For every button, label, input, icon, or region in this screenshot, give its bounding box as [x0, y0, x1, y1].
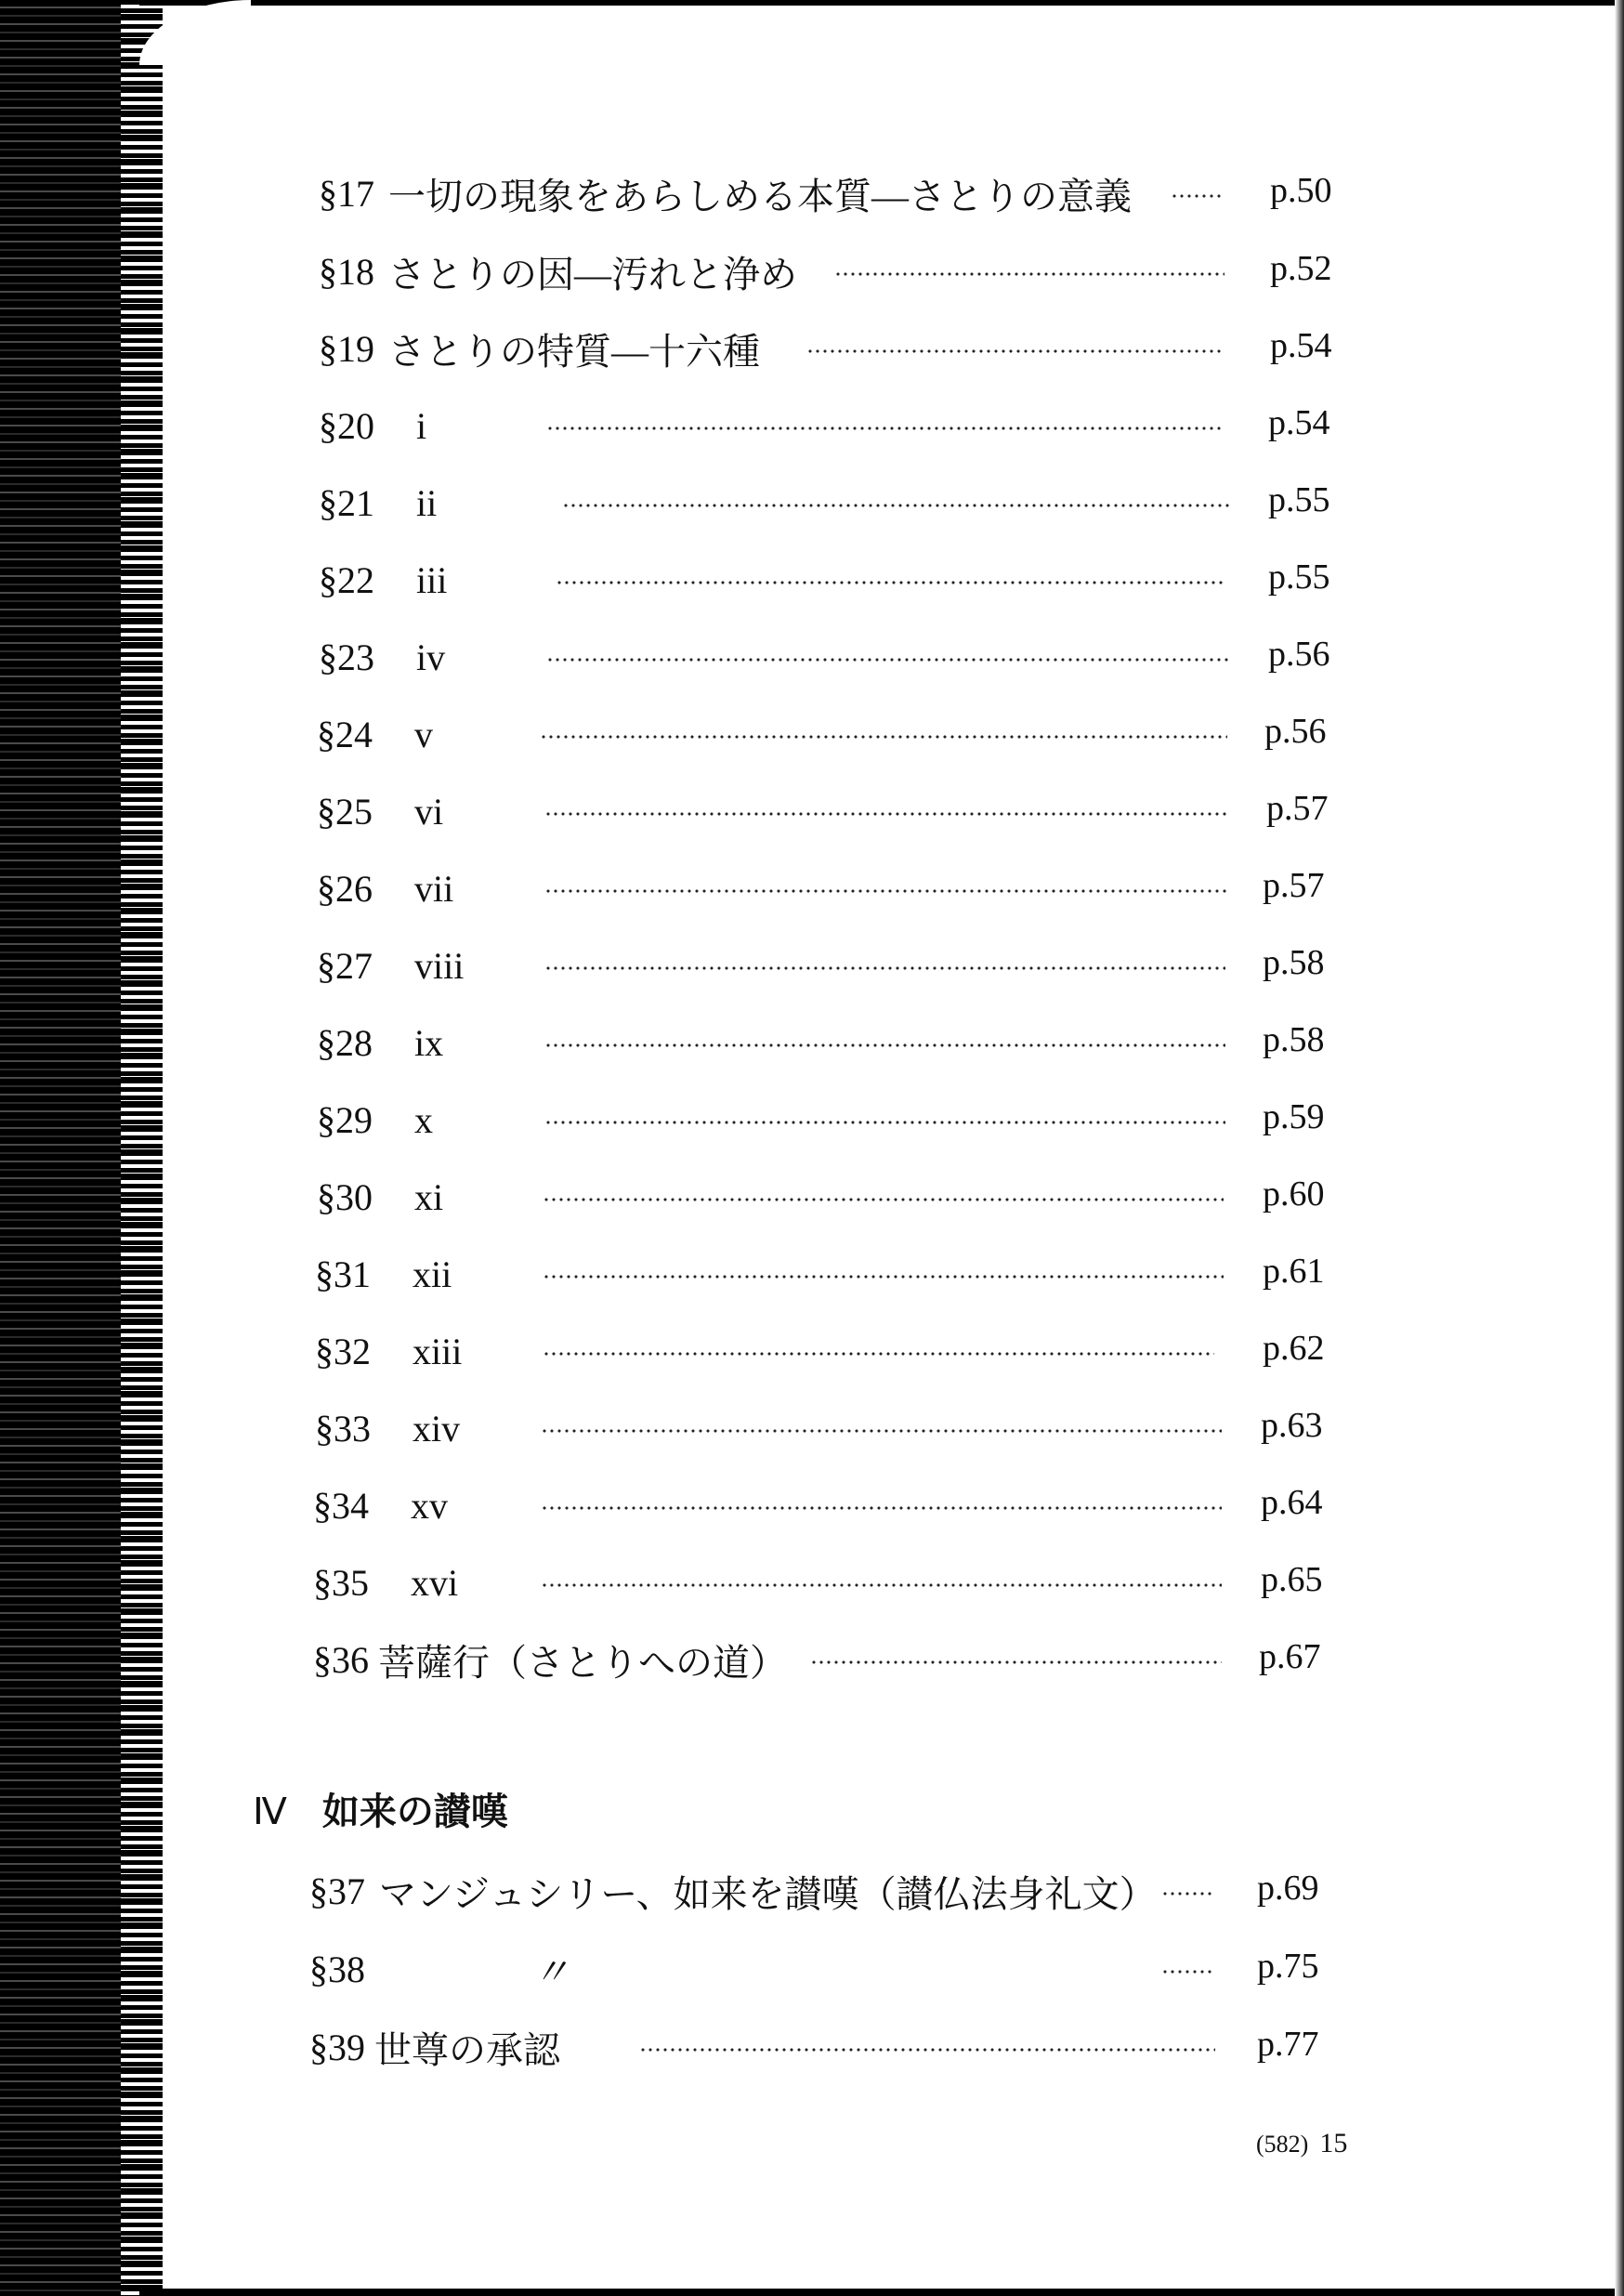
- page-reference: p.57: [1263, 866, 1325, 905]
- leader-dots: [544, 966, 1225, 970]
- section-number: §28: [317, 1021, 373, 1064]
- page-reference: p.55: [1268, 480, 1330, 519]
- entry-title: 菩薩行（さとりへの道）: [378, 1641, 787, 1684]
- toc-entry: [319, 475, 1341, 531]
- section-number: §31: [315, 1253, 371, 1295]
- section-number: §25: [317, 790, 373, 833]
- entry-title: viii: [414, 944, 465, 987]
- page-reference: p.63: [1261, 1406, 1323, 1445]
- entry-title: vii: [414, 867, 454, 910]
- page-reference: p.67: [1259, 1637, 1321, 1676]
- toc-entry: [317, 1015, 1339, 1070]
- leader-dots: [543, 1275, 1224, 1279]
- section-number: §27: [317, 944, 373, 987]
- page-reference: p.54: [1270, 326, 1332, 365]
- page-reference: p.56: [1264, 712, 1327, 751]
- leader-dots: [540, 735, 1227, 739]
- leader-dots: [810, 1660, 1222, 1664]
- entry-title: ix: [414, 1021, 444, 1064]
- leader-dots: [546, 658, 1229, 662]
- leader-dots: [544, 812, 1227, 816]
- leader-dots: [556, 581, 1225, 584]
- page-reference: p.50: [1270, 171, 1332, 210]
- leader-dots: [543, 1198, 1224, 1201]
- current-page-number: 15: [1319, 2128, 1348, 2158]
- entry-title: 〃: [532, 1950, 570, 1993]
- entry-title: xiv: [413, 1407, 461, 1450]
- toc-entry: [319, 552, 1341, 608]
- section-number: §17: [319, 172, 374, 215]
- toc-entry: [309, 2019, 1331, 2075]
- leader-dots: [541, 1583, 1222, 1587]
- toc-entry: [313, 1477, 1335, 1533]
- section-number: §33: [315, 1407, 371, 1450]
- page-reference: p.58: [1263, 1020, 1325, 1059]
- entry-title: v: [414, 713, 433, 755]
- page-reference: p.77: [1257, 2025, 1319, 2064]
- leader-dots: [546, 426, 1225, 430]
- page-reference: p.69: [1257, 1869, 1319, 1908]
- section-number: §36: [313, 1638, 369, 1681]
- page-reference: p.60: [1263, 1174, 1325, 1214]
- leader-dots: [806, 349, 1225, 353]
- leader-dots: [562, 504, 1231, 507]
- section-number: §24: [317, 713, 373, 755]
- section-number: §18: [319, 250, 374, 293]
- toc-entry: [315, 1323, 1337, 1379]
- section-number: §20: [319, 404, 374, 447]
- part-numeral: Ⅳ: [253, 1791, 287, 1832]
- section-number: §22: [319, 558, 374, 601]
- leader-dots: [1171, 194, 1224, 198]
- entry-title: vi: [414, 790, 444, 833]
- toc-entry: [317, 706, 1339, 762]
- entry-title: i: [416, 404, 427, 447]
- entry-title: xiii: [413, 1330, 463, 1372]
- entry-title: iv: [416, 636, 446, 678]
- page-reference: p.59: [1263, 1097, 1325, 1136]
- page-reference: p.61: [1263, 1252, 1325, 1291]
- toc-entry: [313, 1632, 1335, 1687]
- entry-title: ii: [416, 481, 438, 524]
- section-number: §38: [309, 1948, 365, 1990]
- leader-dots: [544, 1043, 1225, 1047]
- page-reference: p.65: [1261, 1560, 1323, 1599]
- toc-entry: [317, 860, 1339, 916]
- entry-title: x: [414, 1098, 433, 1141]
- entry-title: xv: [411, 1484, 448, 1527]
- section-number: §21: [319, 481, 374, 524]
- toc-entry: [315, 1400, 1337, 1456]
- entry-title: マンジュシリー、如来を讃嘆（讃仏法身礼文）: [379, 1872, 1157, 1915]
- entry-title: xi: [414, 1175, 444, 1218]
- entry-title: さとりの特質―十六種: [388, 330, 760, 373]
- entry-title: iii: [416, 558, 448, 601]
- leader-dots: [544, 1121, 1225, 1124]
- toc-entry: [317, 783, 1339, 839]
- leader-dots: [1161, 1970, 1214, 1974]
- leader-dots: [543, 1352, 1214, 1356]
- leader-dots: [834, 272, 1225, 276]
- leader-dots: [1161, 1892, 1214, 1896]
- part-title: 如来の讃嘆: [321, 1791, 508, 1833]
- section-number: §37: [309, 1870, 365, 1912]
- entry-title: xii: [413, 1253, 452, 1295]
- toc-entry: [309, 1941, 1331, 1997]
- page-reference: p.55: [1268, 558, 1330, 597]
- toc-entry: [319, 165, 1341, 221]
- toc-entry: [319, 629, 1341, 685]
- entry-title: xvi: [411, 1561, 459, 1604]
- toc-entry: [315, 1246, 1337, 1302]
- toc-entry: [319, 243, 1341, 299]
- part-iv-heading: [253, 1782, 508, 1835]
- page-number: [1256, 2128, 1347, 2159]
- toc-entry: [317, 1169, 1339, 1225]
- toc-entry: [313, 1555, 1335, 1610]
- page-reference: p.62: [1263, 1329, 1325, 1368]
- section-number: §30: [317, 1175, 373, 1218]
- leader-dots: [541, 1506, 1222, 1510]
- page-reference: p.64: [1261, 1483, 1323, 1522]
- section-number: §32: [315, 1330, 371, 1372]
- section-number: §35: [313, 1561, 369, 1604]
- toc-entry: [317, 938, 1339, 993]
- section-number: §19: [319, 327, 374, 370]
- section-number: §29: [317, 1098, 373, 1141]
- page-reference: p.58: [1263, 943, 1325, 982]
- page-reference: p.56: [1268, 635, 1330, 674]
- leader-dots: [544, 889, 1227, 893]
- page-reference: p.54: [1268, 403, 1330, 442]
- page-reference: p.52: [1270, 249, 1332, 288]
- entry-title: 世尊の承認: [374, 2028, 560, 2071]
- section-number: §26: [317, 867, 373, 910]
- section-number: §23: [319, 636, 374, 678]
- toc-entry: [317, 1092, 1339, 1148]
- entry-title: 一切の現象をあらしめる本質―さとりの意義: [388, 175, 1132, 217]
- entry-title: さとりの因―汚れと浄め: [388, 253, 797, 295]
- toc-entry: [319, 321, 1341, 376]
- original-page-number: (582): [1256, 2131, 1309, 2158]
- section-number: §39: [309, 2026, 365, 2068]
- toc-entry: [319, 398, 1341, 453]
- page-reference: p.57: [1266, 789, 1329, 828]
- leader-dots: [541, 1429, 1222, 1433]
- toc-entry: [309, 1863, 1331, 1919]
- section-number: §34: [313, 1484, 369, 1527]
- leader-dots: [639, 2048, 1215, 2052]
- page-reference: p.75: [1257, 1947, 1319, 1986]
